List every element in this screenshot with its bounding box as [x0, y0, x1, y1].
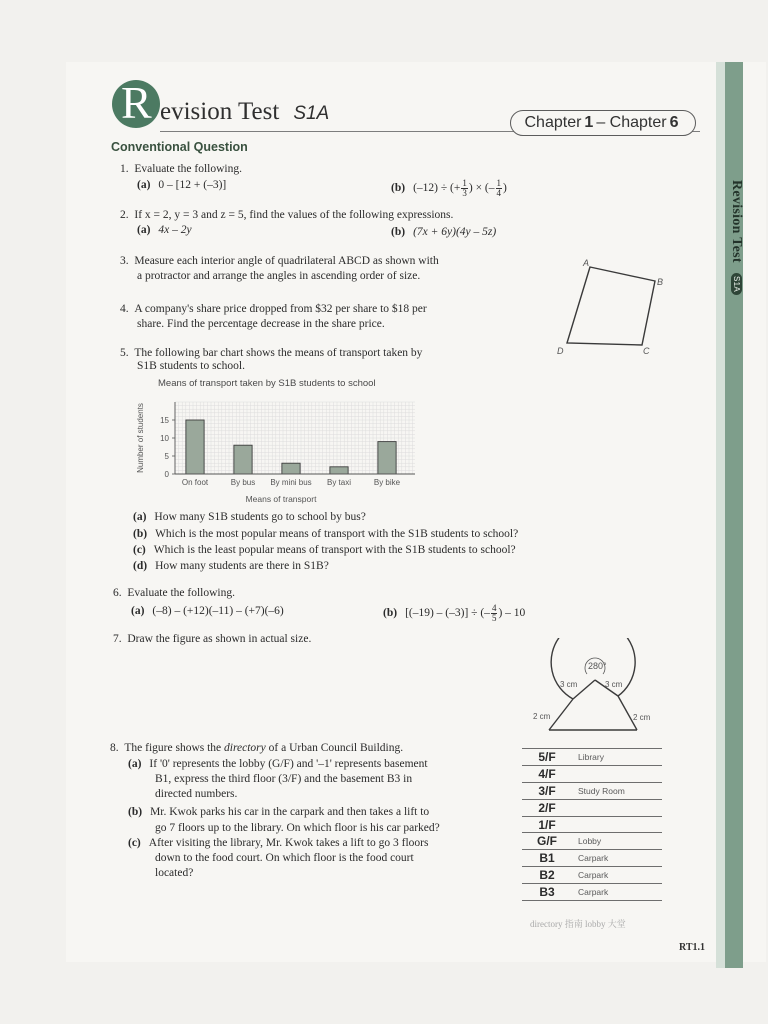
- fraction: [496, 179, 503, 198]
- floor-label: B1: [522, 850, 572, 867]
- question-text: Which is the most popular means of transport with the S1B students to school?: [155, 528, 519, 540]
- directory-row: [522, 867, 662, 884]
- directory-row: [522, 884, 662, 901]
- question-1: [120, 162, 242, 176]
- question-5a: [133, 510, 366, 524]
- floor-label: B2: [522, 867, 572, 884]
- question-text: How many S1B students go to school by bus?: [154, 511, 366, 523]
- part-label: (a): [128, 758, 142, 770]
- vertex-label-a: A: [583, 258, 590, 268]
- part-label: (a): [131, 605, 145, 617]
- question-number: 5.: [120, 347, 129, 359]
- floor-use: Carpark: [572, 884, 662, 901]
- question-text: Mr. Kwok parks his car in the carpark and then takes a lift to: [150, 806, 430, 818]
- chart-bar: [234, 445, 252, 474]
- vocabulary-note: directory 指南 lobby 大堂: [530, 919, 626, 929]
- angle-label: 280°: [588, 661, 607, 671]
- chart-title: Means of transport taken by S1B students to school: [158, 378, 376, 389]
- floor-use: Lobby: [572, 833, 662, 850]
- directory-row: [522, 816, 662, 833]
- question-text: Evaluate the following.: [127, 587, 235, 599]
- question-7: [113, 632, 311, 646]
- chart-bar: [282, 463, 300, 474]
- question-4-line-2: share. Find the percentage decrease in the share price.: [137, 318, 385, 330]
- numerator: 1: [462, 178, 467, 188]
- chart-bars: [186, 420, 396, 474]
- question-5d: [133, 559, 329, 573]
- chart-bar: [378, 442, 396, 474]
- expression-part: [(–19) – (–3)] ÷ (–: [405, 607, 490, 620]
- directory-row: [522, 799, 662, 816]
- question-6: [113, 586, 235, 600]
- chapter-from: 1: [584, 114, 594, 131]
- question-text-italic: directory: [224, 742, 266, 754]
- floor-label: G/F: [522, 833, 572, 850]
- chart-x-tick-label: By bike: [373, 478, 401, 487]
- question-5: [120, 346, 422, 360]
- question-1b: [391, 179, 507, 198]
- floor-label: 4/F: [522, 765, 572, 782]
- inner-right-length: 3 cm: [605, 680, 623, 689]
- arc-triangle-figure: [527, 638, 667, 738]
- question-8a: [128, 757, 428, 771]
- numerator: 1: [496, 178, 502, 188]
- chart-y-axis-label: Number of students: [136, 403, 145, 473]
- question-8b: [128, 805, 429, 819]
- chapter-label: Chapter: [524, 114, 582, 131]
- part-label: (b): [391, 226, 406, 238]
- question-8c-line-2: down to the food court. On which floor is the food court: [155, 852, 414, 864]
- question-text: Evaluate the following.: [134, 163, 242, 175]
- floor-label: 5/F: [522, 749, 572, 766]
- question-text: of a Urban Council Building.: [265, 742, 404, 754]
- question-3: [120, 254, 439, 268]
- expression: (–8) – (+12)(–11) – (+7)(–6): [152, 605, 284, 617]
- question-5c: [133, 543, 516, 557]
- question-number: 6.: [113, 587, 122, 599]
- part-label: (a): [133, 511, 147, 523]
- question-number: 1.: [120, 163, 129, 175]
- floor-use: Library: [572, 749, 662, 766]
- chart-y-tick-label: 10: [160, 434, 169, 443]
- question-3-line-2: a protractor and arrange the angles in ascending order of size.: [137, 270, 421, 282]
- question-2: [120, 208, 453, 222]
- question-text: The following bar chart shows the means of transport taken by: [134, 347, 423, 359]
- question-6b: [383, 604, 525, 623]
- vertex-label-d: D: [557, 346, 564, 355]
- floor-use: [572, 799, 662, 816]
- expression-part: (–12) ÷ (+: [413, 182, 461, 195]
- question-text: A company's share price dropped from $32 per share to $18 per: [134, 303, 427, 315]
- directory-row: [522, 749, 662, 766]
- chart-y-tick-label: 0: [164, 470, 169, 479]
- chart-x-tick-label: On foot: [181, 478, 209, 487]
- floor-use: [572, 765, 662, 782]
- part-label: (b): [128, 806, 143, 818]
- page-number: RT1.1: [679, 942, 706, 953]
- floor-label: 3/F: [522, 782, 572, 799]
- question-4: [120, 302, 427, 316]
- floor-label: 2/F: [522, 799, 572, 816]
- vertex-label-b: B: [657, 277, 664, 287]
- numerator: 4: [491, 603, 497, 613]
- directory-row: [522, 833, 662, 850]
- chapter-range-badge: [510, 110, 696, 136]
- question-text: If x = 2, y = 3 and z = 5, find the values of the following expressions.: [134, 209, 454, 221]
- expression: 0 – [12 + (–3)]: [158, 179, 227, 191]
- page-title: [160, 98, 329, 128]
- part-label: (b): [391, 182, 406, 195]
- section-heading: Conventional Question: [111, 140, 248, 154]
- chart-x-tick-label: By bus: [230, 478, 256, 487]
- outer-left-length: 2 cm: [533, 712, 551, 721]
- denominator: 3: [462, 188, 467, 198]
- question-text: Draw the figure as shown in actual size.: [127, 633, 312, 645]
- chart-x-tick-label: By mini bus: [270, 478, 312, 487]
- quadrilateral-abcd: [555, 255, 670, 355]
- floor-label: 1/F: [522, 816, 572, 833]
- test-code: S1A: [293, 103, 330, 124]
- part-label: (c): [133, 544, 146, 556]
- question-text: The figure shows the: [124, 742, 225, 754]
- chart-x-axis-label: Means of transport: [245, 494, 317, 504]
- title-text: evision Test: [160, 98, 280, 125]
- chart-bar: [330, 467, 348, 474]
- question-8c-line-3: located?: [155, 867, 194, 879]
- chart-y-tick-label: 5: [164, 452, 169, 461]
- directory-row: [522, 850, 662, 867]
- part-label: (a): [137, 179, 151, 191]
- quadrilateral-shape: [567, 267, 655, 345]
- question-number: 2.: [120, 209, 129, 221]
- question-number: 4.: [120, 303, 129, 315]
- side-tab-label: [720, 180, 744, 300]
- inner-left-length: 3 cm: [560, 680, 578, 689]
- vertex-label-c: C: [643, 346, 650, 355]
- chart-bar: [186, 420, 204, 474]
- directory-row: [522, 765, 662, 782]
- floor-label: B3: [522, 884, 572, 901]
- chart-x-tick-label: By taxi: [326, 478, 352, 487]
- question-text: If '0' represents the lobby (G/F) and '–1' represents basement: [149, 758, 428, 770]
- chapter-to: 6: [669, 114, 679, 131]
- part-label: (a): [137, 224, 151, 236]
- question-6a: [131, 604, 284, 618]
- question-5b: [133, 527, 518, 541]
- floor-use: Carpark: [572, 850, 662, 867]
- expression-part: ) – 10: [498, 607, 526, 620]
- floor-use: Study Room: [572, 782, 662, 799]
- chart-y-tick-label: 15: [160, 416, 169, 425]
- question-5-line-2: S1B students to school.: [137, 360, 245, 372]
- question-8a-line-3: directed numbers.: [155, 788, 238, 800]
- bar-chart: [130, 390, 420, 510]
- side-tab-badge: S1A: [731, 273, 742, 295]
- question-text: How many students are there in S1B?: [155, 560, 329, 572]
- part-label: (b): [133, 528, 148, 540]
- expression: 4x – 2y: [158, 224, 192, 236]
- building-directory: [522, 748, 662, 901]
- question-8a-line-2: B1, express the third floor (3/F) and the basement B3 in: [155, 773, 413, 785]
- question-number: 8.: [110, 742, 119, 754]
- question-number: 3.: [120, 255, 129, 267]
- question-8c: [128, 836, 428, 850]
- question-text: Measure each interior angle of quadrilateral ABCD as shown with: [134, 255, 439, 267]
- directory-row: [522, 782, 662, 799]
- chapter-separator: – Chapter: [596, 114, 667, 131]
- denominator: 5: [491, 613, 497, 623]
- fraction: [461, 179, 468, 198]
- outer-right-length: 2 cm: [633, 713, 651, 722]
- denominator: 4: [496, 188, 502, 198]
- logo-letter: R: [121, 77, 152, 128]
- floor-use: Carpark: [572, 867, 662, 884]
- question-text: After visiting the library, Mr. Kwok takes a lift to go 3 floors: [148, 837, 429, 849]
- question-2a: [137, 223, 192, 237]
- floor-use: [572, 816, 662, 833]
- question-number: 7.: [113, 633, 122, 645]
- side-tab-text: Revision Test: [729, 180, 744, 263]
- outer-left-edge: [549, 699, 573, 730]
- question-8b-line-2: go 7 floors up to the library. On which floor is his car parked?: [155, 822, 440, 834]
- expression-part: ): [503, 182, 507, 195]
- part-label: (c): [128, 837, 141, 849]
- question-8: [110, 741, 403, 755]
- fraction: [491, 604, 498, 623]
- question-1a: [137, 178, 226, 192]
- question-2b: [391, 225, 496, 239]
- part-label: (d): [133, 560, 148, 572]
- expression: (7x + 6y)(4y – 5z): [413, 226, 497, 238]
- part-label: (b): [383, 607, 398, 620]
- expression-part: ) × (–: [468, 182, 495, 195]
- question-text: Which is the least popular means of transport with the S1B students to school?: [153, 544, 516, 556]
